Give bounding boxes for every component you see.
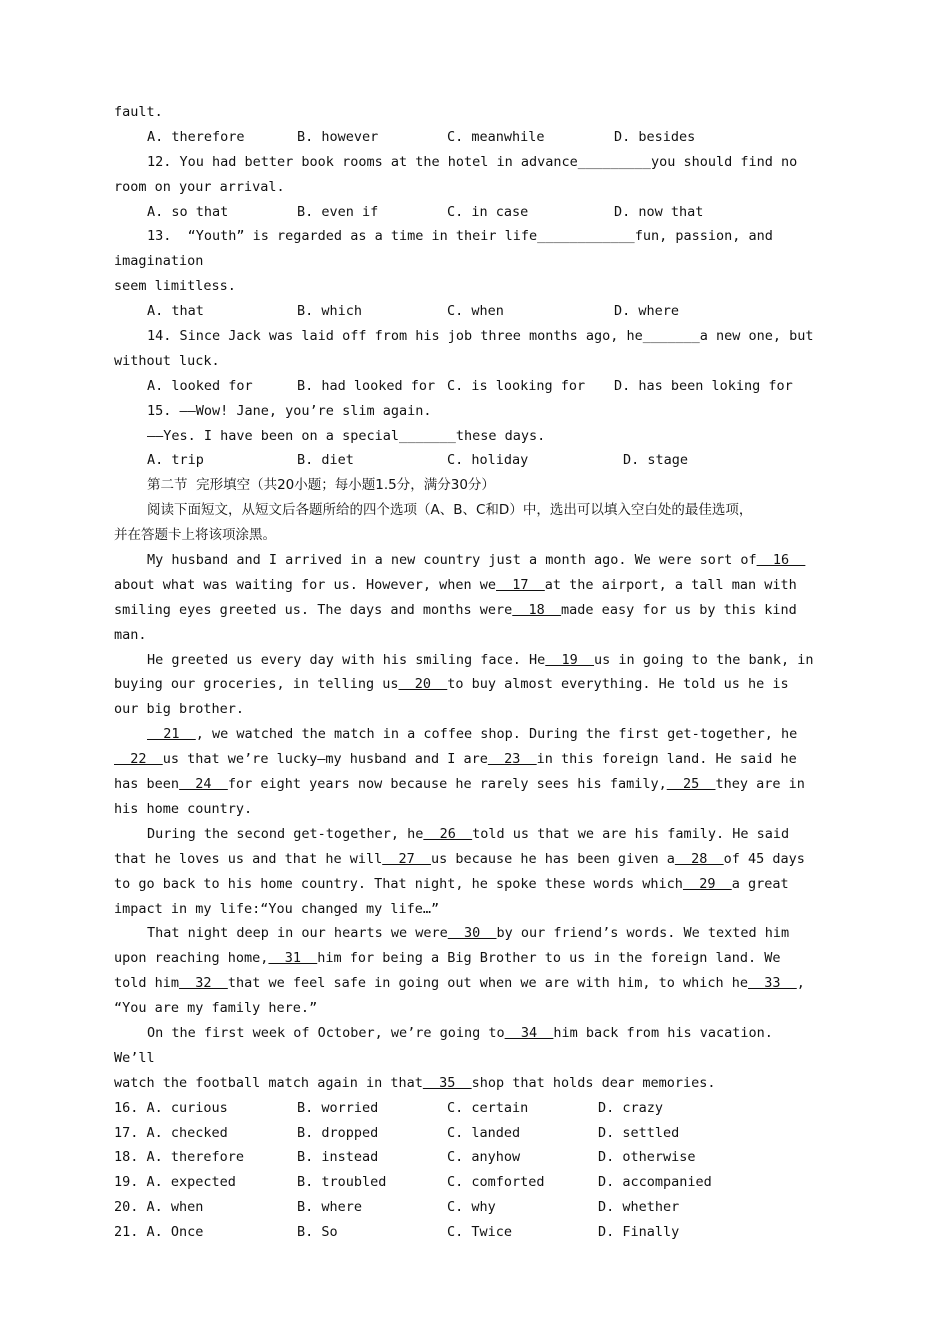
blank-number: 27 [382, 850, 431, 867]
option-a: A. so that [147, 203, 229, 220]
option-c: C. why [447, 1199, 496, 1216]
option-d: D. stage [623, 452, 689, 469]
options-q14 [114, 374, 838, 399]
passage-line: impact in my life:“You changed my life…” [114, 900, 440, 917]
passage-line: During the second get-together, he 26 told us that we are his family. He said [147, 825, 790, 842]
passage-line: to go back to his home country. That night, he spoke these words which 29 a great [114, 875, 789, 892]
passage-line: My husband and I arrived in a new country just a month ago. We were sort of 16 [147, 552, 806, 569]
option-a: 20. A. when [114, 1199, 204, 1216]
text-line: imagination [114, 253, 204, 270]
option-a: A. therefore [147, 128, 245, 145]
option-d: D. crazy [598, 1099, 664, 1116]
section-title: 第二节 完形填空（共20小题；每小题1.5分，满分30分） [147, 477, 495, 494]
passage-line: has been 24 for eight years now because he rarely sees his family, 25 they are in [114, 776, 805, 793]
blank-number: 18 [512, 601, 562, 618]
blank-number: 32 [179, 975, 228, 992]
question-12: 12. You had better book rooms at the hotel in advance_________you should find no [147, 153, 798, 170]
cloze-options-18 [114, 1145, 838, 1170]
text-line: without luck. [114, 352, 220, 369]
passage-line: man. [114, 626, 147, 643]
text-line: seem limitless. [114, 278, 236, 295]
option-a: A. looked for [147, 377, 253, 394]
option-d: D. Finally [598, 1224, 680, 1241]
cloze-options-20 [114, 1195, 838, 1220]
answer-blank: ____________ [537, 228, 635, 245]
blank-number: 22 [114, 751, 163, 768]
blank-number: 33 [747, 975, 797, 992]
blank-number: 30 [447, 925, 497, 942]
option-a: 21. A. Once [114, 1224, 204, 1241]
option-b: B. however [297, 128, 379, 145]
blank-number: 31 [268, 950, 318, 967]
passage-line: 21 , we watched the match in a coffee shop. During the first get-together, he [147, 726, 798, 743]
blank-number: 20 [398, 676, 448, 693]
option-c: C. certain [447, 1099, 529, 1116]
option-d: D. now that [614, 203, 704, 220]
option-a: 19. A. expected [114, 1174, 236, 1191]
option-b: B. dropped [297, 1124, 379, 1141]
passage-line: his home country. [114, 800, 253, 817]
option-a: A. trip [147, 452, 204, 469]
answer-blank: _______ [398, 427, 456, 444]
option-b: B. troubled [297, 1174, 387, 1191]
cloze-options-list [114, 1096, 838, 1245]
blank-number: 25 [666, 776, 716, 793]
cloze-options-17 [114, 1121, 838, 1146]
passage-line: buying our groceries, in telling us 20 to buy almost everything. He told us he is [114, 676, 789, 693]
option-c: C. when [447, 303, 504, 320]
blank-number: 28 [674, 850, 724, 867]
passage-line: That night deep in our hearts we were 30 by our friend’s words. We texted him [147, 925, 790, 942]
option-d: D. otherwise [598, 1149, 696, 1166]
option-a: 18. A. therefore [114, 1149, 245, 1166]
passage-line: that he loves us and that he will 27 us because he has been given a 28 of 45 days [114, 850, 805, 867]
passage-line: about what was waiting for us. However, when we 17 at the airport, a tall man with [114, 576, 797, 593]
passage-line: watch the football match again in that 35 shop that holds dear memories. [114, 1074, 716, 1091]
option-c: C. holiday [447, 452, 529, 469]
question-15: 15. ——Wow! Jane, you’re slim again. [147, 402, 432, 419]
option-c: C. meanwhile [447, 128, 545, 145]
blank-number: 26 [423, 825, 473, 842]
option-b: B. diet [297, 452, 354, 469]
options-q11 [114, 125, 838, 150]
option-b: B. where [297, 1199, 363, 1216]
option-a: A. that [147, 303, 204, 320]
option-d: D. settled [598, 1124, 680, 1141]
passage-line: 22 us that we’re lucky—my husband and I are 23 in this foreign land. He said he [114, 751, 797, 768]
passage-line: smiling eyes greeted us. The days and months were 18 made easy for us by this kind [114, 601, 797, 618]
passage-line: upon reaching home, 31 him for being a Big Brother to us in the foreign land. We [114, 950, 781, 967]
passage-line: told him 32 that we feel safe in going out when we are with him, to which he 33 , [114, 975, 805, 992]
section-instructions: 并在答题卡上将该项涂黑。 [114, 527, 276, 544]
options-q13 [114, 299, 838, 324]
blank-number: 35 [422, 1074, 472, 1091]
option-b: B. worried [297, 1099, 379, 1116]
question-14: 14. Since Jack was laid off from his job three months ago, he_______a new one, but [147, 328, 814, 345]
passage-line: He greeted us every day with his smiling face. He 19 us in going to the bank, in [147, 651, 814, 668]
option-b: B. even if [297, 203, 379, 220]
cloze-options-21 [114, 1220, 838, 1245]
blank-number: 29 [682, 875, 732, 892]
option-a: 16. A. curious [114, 1099, 228, 1116]
cloze-options-19 [114, 1170, 838, 1195]
option-b: B. instead [297, 1149, 379, 1166]
option-c: C. comforted [447, 1174, 545, 1191]
option-b: B. which [297, 303, 363, 320]
options-q12 [114, 200, 838, 225]
blank-number: 23 [487, 751, 537, 768]
section-instructions: 阅读下面短文，从短文后各题所给的四个选项（A、B、C和D）中，选出可以填入空白处的最佳选项， [147, 502, 753, 519]
question-13: 13. “Youth” is regarded as a time in their life____________fun, passion, and [147, 228, 773, 245]
answer-blank: _________ [577, 153, 651, 170]
option-c: C. anyhow [447, 1149, 521, 1166]
blank-number: 34 [504, 1024, 554, 1041]
option-d: D. besides [614, 128, 696, 145]
answer-blank: _______ [642, 328, 700, 345]
passage-line: We’ll [114, 1049, 155, 1066]
passage-line: our big brother. [114, 701, 245, 718]
option-b: B. had looked for [297, 377, 436, 394]
blank-number: 24 [179, 776, 228, 793]
text-line: fault. [114, 104, 163, 120]
passage-line: “You are my family here.” [114, 1000, 318, 1017]
option-a: 17. A. checked [114, 1124, 228, 1141]
option-c: C. is looking for [447, 377, 586, 394]
passage-line: On the first week of October, we’re going to 34 him back from his vacation. [147, 1024, 773, 1041]
option-c: C. landed [447, 1124, 521, 1141]
options-q15 [114, 448, 838, 473]
option-c: C. in case [447, 203, 529, 220]
cloze-options-16 [114, 1096, 838, 1121]
option-c: C. Twice [447, 1224, 513, 1241]
question-15-reply: ——Yes. I have been on a special_______these days. [147, 427, 546, 444]
exam-page [114, 100, 838, 1245]
blank-number: 21 [147, 726, 196, 743]
option-d: D. whether [598, 1199, 680, 1216]
blank-number: 17 [496, 576, 545, 593]
option-d: D. has been loking for [614, 377, 793, 394]
option-b: B. So [297, 1224, 338, 1241]
option-d: D. accompanied [598, 1174, 712, 1191]
blank-number: 19 [545, 651, 595, 668]
blank-number: 16 [756, 552, 806, 569]
option-d: D. where [614, 303, 680, 320]
text-line: room on your arrival. [114, 178, 285, 195]
